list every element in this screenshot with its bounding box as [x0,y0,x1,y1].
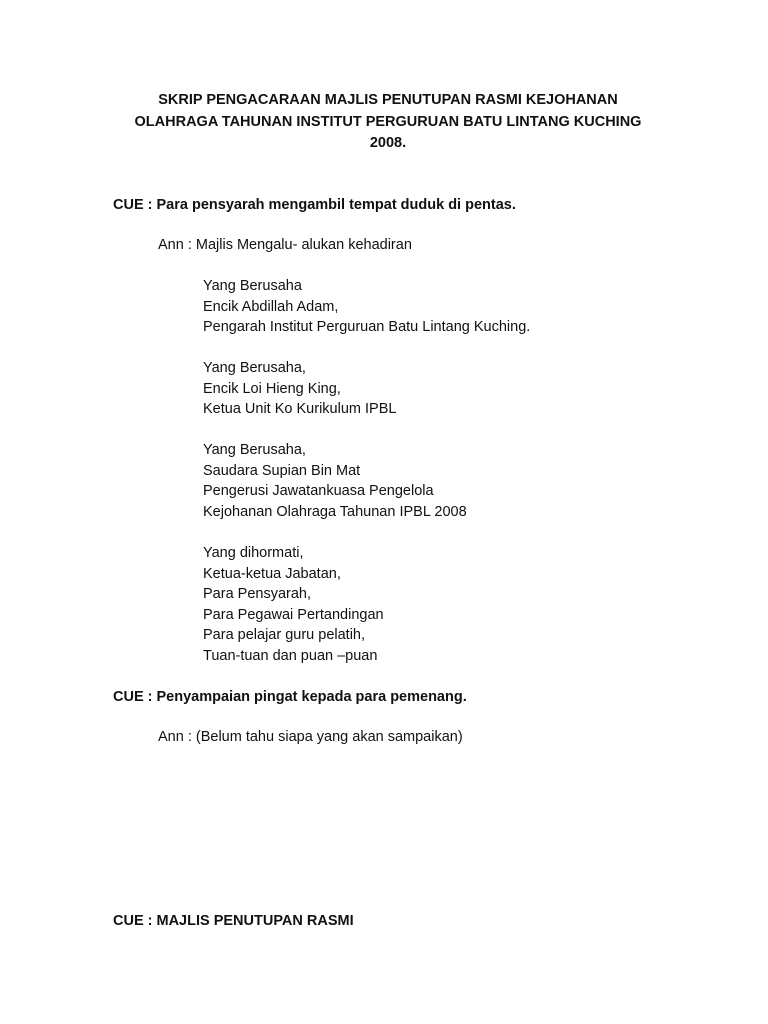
guest-name: Encik Abdillah Adam, [203,298,339,315]
guest-block-committee-chair [203,440,467,522]
guest-position: Pengarah Institut Perguruan Batu Lintang Kuching. [203,319,531,336]
cue-official-closing: CUE : MAJLIS PENUTUPAN RASMI [113,913,354,929]
audience-officials: Para Pegawai Pertandingan [203,606,384,623]
guest-name: Saudara Supian Bin Mat [203,462,361,479]
guest-position-continued: Kejohanan Olahraga Tahunan IPBL 2008 [203,503,467,520]
title-line-1: SKRIP PENGACARAAN MAJLIS PENUTUPAN RASMI KEJOHANAN [158,92,618,108]
guest-name: Encik Loi Hieng King, [203,380,341,397]
guest-block-director [203,276,530,338]
guest-block-cocurriculum-head [203,358,396,420]
title-line-3: 2008. [369,135,407,151]
announcement-presenter-tbd: Ann : (Belum tahu siapa yang akan sampaikan) [158,729,463,745]
cue-lecturers-seated: CUE : Para pensyarah mengambil tempat duduk di pentas. [113,197,516,213]
guest-position: Pengerusi Jawatankuasa Pengelola [203,483,434,500]
announcement-welcome: Ann : Majlis Mengalu- alukan kehadiran [158,237,412,253]
audience-honorific: Yang dihormati, [203,545,304,561]
guest-honorific: Yang Berusaha [203,278,302,294]
guest-honorific: Yang Berusaha, [203,360,306,376]
audience-department-heads: Ketua-ketua Jabatan, [203,565,341,582]
document-title [100,90,676,155]
guest-block-general-audience [203,543,384,667]
cue-medal-presentation: CUE : Penyampaian pingat kepada para pemenang. [113,689,467,705]
guest-honorific: Yang Berusaha, [203,442,306,458]
audience-trainee-teachers: Para pelajar guru pelatih, [203,627,366,644]
title-line-2: OLAHRAGA TAHUNAN INSTITUT PERGURUAN BATU LINTANG KUCHING [134,113,642,130]
audience-ladies-gentlemen: Tuan-tuan dan puan –puan [203,647,378,664]
audience-lecturers: Para Pensyarah, [203,586,312,603]
guest-position: Ketua Unit Ko Kurikulum IPBL [203,401,397,418]
